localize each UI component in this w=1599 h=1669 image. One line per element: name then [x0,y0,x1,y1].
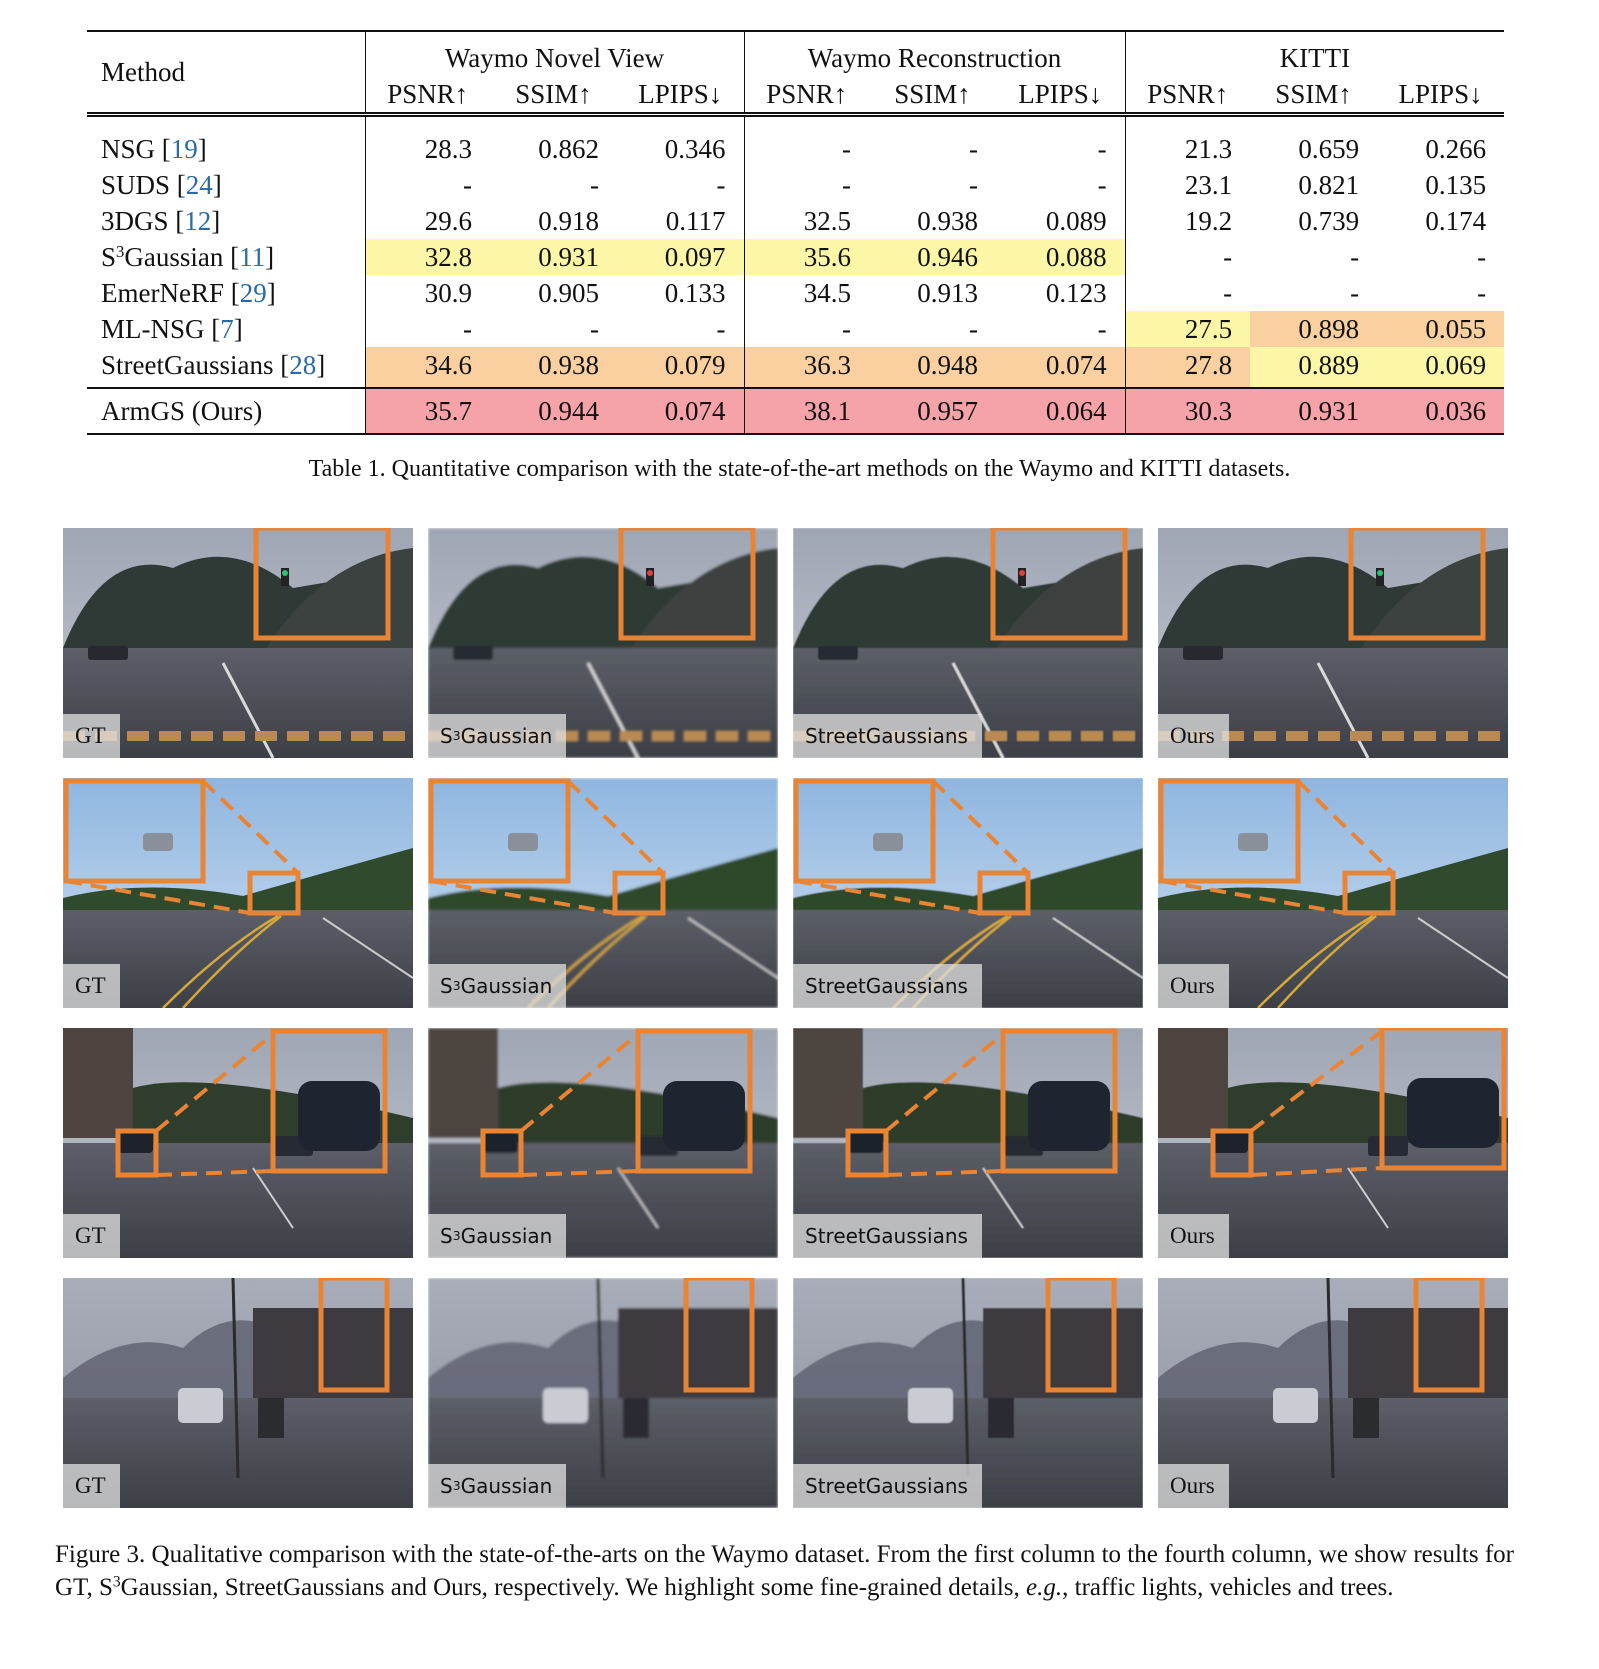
table-row-ours [87,388,1504,434]
method-label-suffix: Gaussian [124,241,224,272]
metric-value-ours: 0.074 [617,388,744,434]
metric-value: 0.931 [490,239,617,275]
metric-value: 34.6 [365,347,490,388]
method-tag-label: StreetGaussians [805,724,968,748]
figure-panel-trees-s3gaussian [428,1278,778,1508]
metric-value-ours: 30.3 [1125,388,1250,434]
method-tag [63,1464,120,1508]
metric-value: - [969,133,979,164]
table-row [87,311,1504,347]
metric-value: - [1097,133,1107,164]
method-tag-label: GT [75,973,106,998]
metric-value: 0.659 [1298,133,1360,164]
metric-value: - [1125,239,1250,275]
metric-value: - [744,167,869,203]
table-row [87,203,1504,239]
metric-value: 23.1 [1125,167,1250,203]
figure-panel-trees-streetgaussians [793,1278,1143,1508]
method-label: StreetGaussians [101,349,274,380]
figure-panel-vehicles-near-ours [1158,1028,1508,1258]
method-name: ML-NSG [7] [101,313,243,344]
method-tag-label: Gaussian [460,1474,553,1498]
figure-panel-vehicles-near-gt [63,1028,413,1258]
metric-header: SSIM↑ [1275,78,1352,109]
method-tag-label: Gaussian [460,724,553,748]
metric-value: 0.889 [1250,347,1377,388]
metric-value: 0.133 [664,277,726,308]
results-table [87,30,1504,435]
metric-value: - [969,169,979,200]
method-label-prefix: S [101,241,117,272]
metric-value: 32.8 [365,239,490,275]
metric-value-ours: 0.957 [869,388,996,434]
method-tag [1158,1214,1229,1258]
metric-value: 0.739 [1298,205,1360,236]
metric-value: - [716,313,726,344]
metric-value: 0.913 [917,277,979,308]
method-tag-label: StreetGaussians [805,1474,968,1498]
metric-value: - [716,169,726,200]
metric-value: 0.948 [869,347,996,388]
figure-panel-traffic-lights-s3gaussian [428,528,778,758]
metric-value-ours: 35.7 [365,388,490,434]
figure-caption-eg: e.g. [1026,1574,1063,1601]
method-tag: S 3 Gaussian [428,1214,566,1258]
metric-header: PSNR↑ [1125,76,1250,115]
metric-value: 0.089 [1045,205,1107,236]
metric-value: - [1097,169,1107,200]
metric-header: SSIM↑ [515,78,592,109]
method-name: EmerNeRF [29] [101,277,276,308]
figure-panel-vehicles-near-streetgaussians [793,1028,1143,1258]
metric-value: 0.821 [1298,169,1360,200]
metric-value: 0.862 [538,133,599,164]
method-name: NSG [19] [101,133,207,164]
metric-value: 19.2 [1125,203,1250,239]
metric-value: 0.938 [917,205,979,236]
metric-value: 0.174 [1425,205,1487,236]
metric-value: - [590,313,599,344]
method-tag [1158,964,1229,1008]
method-tag [1158,714,1229,758]
metric-value: 0.135 [1425,169,1487,200]
metric-value: 28.3 [365,115,490,168]
citation-link[interactable]: 12 [184,205,212,236]
figure-caption-text: , traffic lights, vehicles and trees. [1062,1574,1394,1601]
results-body [87,115,1504,389]
method-tag [63,714,120,758]
method-tag-label: StreetGaussians [805,1224,968,1248]
metric-header: PSNR↑ [365,76,490,115]
metric-header: LPIPS↓ [1018,78,1103,109]
method-name: SUDS [24] [101,169,222,200]
method-label: EmerNeRF [101,277,224,308]
metric-value-ours: 38.1 [744,388,869,434]
metric-value: - [1350,277,1360,308]
metric-value: 0.097 [617,239,744,275]
metric-value: 0.074 [996,347,1125,388]
method-name-ours: ArmGS (Ours) [87,388,365,434]
figure-caption-sup: 3 [112,1573,121,1591]
metric-value: - [1097,313,1107,344]
method-tag-label: GT [75,1473,106,1498]
method-tag-label: GT [75,1223,106,1248]
method-tag [793,1464,982,1508]
metric-value: - [1477,277,1487,308]
metric-value: 21.3 [1125,115,1250,168]
metric-value: - [365,167,490,203]
metric-value: 0.055 [1377,311,1504,347]
metric-value: 0.123 [1045,277,1107,308]
metric-value: 0.946 [869,239,996,275]
metric-value: 0.079 [617,347,744,388]
metric-value: 0.346 [664,133,726,164]
metric-value: - [1350,241,1360,272]
metric-value: 0.918 [538,205,599,236]
method-tag [793,964,982,1008]
metric-header: SSIM↑ [894,78,971,109]
metric-value: 0.266 [1425,133,1487,164]
metric-value: 35.6 [744,239,869,275]
figure-caption-text: Gaussian, StreetGaussians and Ours, respectively. We highlight some fine-grained details, [120,1574,1027,1601]
metric-value: 30.9 [365,275,490,311]
group-header-kitti: KITTI [1125,31,1504,76]
method-name: $S^3Gaussian$ [11] [101,241,275,272]
results-ours [87,388,1504,434]
method-tag-label: StreetGaussians [805,974,968,998]
method-tag: S 3 Gaussian [428,1464,566,1508]
figure-panel-vehicles-far-gt [63,778,413,1008]
metric-value: 0.069 [1377,347,1504,388]
citation-link[interactable]: 7 [220,313,234,344]
table-row [87,239,1504,275]
method-tag-label: Gaussian [460,974,553,998]
metric-value: 32.5 [744,203,869,239]
metric-value: 34.5 [744,275,869,311]
metric-value: - [365,311,490,347]
method-tag-label: Ours [1170,1473,1215,1498]
method-tag-label: GT [75,723,106,748]
figure-panel-traffic-lights-gt [63,528,413,758]
citation-link[interactable]: 19 [170,133,198,164]
group-header-waymo-recon: Waymo Reconstruction [744,31,1125,76]
method-label: SUDS [101,169,171,200]
method-label: 3DGS [101,205,169,236]
metric-value: 0.898 [1250,311,1377,347]
metric-value: - [1477,241,1487,272]
method-label: ML-NSG [101,313,205,344]
table-row [87,275,1504,311]
method-tag: S 3 Gaussian [428,964,566,1008]
figure-panel-vehicles-far-s3gaussian [428,778,778,1008]
method-tag-label: Ours [1170,1223,1215,1248]
method-tag: S 3 Gaussian [428,714,566,758]
figure-caption [55,1538,1545,1604]
figure-panel-traffic-lights-ours [1158,528,1508,758]
figure-panel-vehicles-near-s3gaussian [428,1028,778,1258]
method-tag-prefix: S [440,1474,453,1498]
method-label: NSG [101,133,156,164]
figure-panel-trees-gt [63,1278,413,1508]
citation-link[interactable]: 29 [239,277,267,308]
metric-value-ours: 0.944 [490,388,617,434]
metric-value-ours: 0.036 [1377,388,1504,434]
metric-value: 0.938 [490,347,617,388]
method-header: Method [101,56,185,87]
citation-link[interactable]: 28 [289,349,317,380]
figure-panel-traffic-lights-streetgaussians [793,528,1143,758]
method-name: StreetGaussians [28] [87,347,365,388]
metric-header: LPIPS↓ [638,78,723,109]
method-tag-prefix: S [440,1224,453,1248]
table-row [87,167,1504,203]
metric-value: 36.3 [744,347,869,388]
table-row [87,347,1504,388]
method-tag [1158,1464,1229,1508]
metric-value: 27.8 [1125,347,1250,388]
metric-value: 29.6 [365,203,490,239]
figure-panel-vehicles-far-streetgaussians [793,778,1143,1008]
figure-panel-vehicles-far-ours [1158,778,1508,1008]
table-row [87,115,1504,168]
method-label-sup: 3 [116,241,125,261]
metric-value: 27.5 [1125,311,1250,347]
metric-value: - [969,313,979,344]
method-tag-prefix: S [440,724,453,748]
metric-header: PSNR↑ [744,76,869,115]
citation-link[interactable]: 24 [185,169,213,200]
metric-value: 0.117 [665,205,726,236]
citation-link[interactable]: 11 [239,241,266,272]
table-caption: Table 1. Quantitative comparison with the state-of-the-art methods on the Waymo and KITTI datasets. [308,456,1291,482]
metric-value: - [590,169,599,200]
method-tag [63,1214,120,1258]
method-tag-label: Gaussian [460,1224,553,1248]
metric-value: - [744,115,869,168]
group-header-waymo-novel: Waymo Novel View [365,31,744,76]
metric-value-ours: 0.931 [1250,388,1377,434]
metric-value: - [1125,275,1250,311]
method-tag [63,964,120,1008]
metric-value: - [744,311,869,347]
method-tag-label: Ours [1170,973,1215,998]
results-table-container [87,30,1504,435]
method-tag [793,1214,982,1258]
method-tag-label: Ours [1170,723,1215,748]
method-name: 3DGS [12] [101,205,221,236]
figure-panel-trees-ours [1158,1278,1508,1508]
metric-header: LPIPS↓ [1398,78,1483,109]
figure-caption-text: Figure 3. Qualitative comparison with the state-of-the-arts on the Waymo dataset. From the first column to the fourth column, we show results for GT, S [55,1541,1515,1601]
metric-value-ours: 0.064 [996,388,1125,434]
method-tag-prefix: S [440,974,453,998]
metric-value: 0.088 [996,239,1125,275]
method-tag [793,714,982,758]
metric-value: 0.905 [538,277,599,308]
